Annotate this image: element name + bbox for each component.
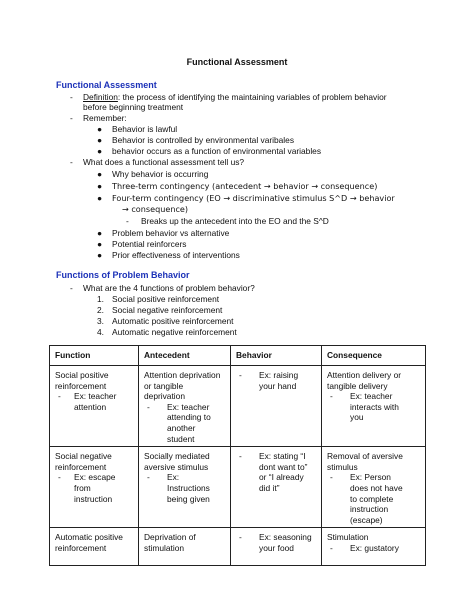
list-item: Social positive reinforcement — [112, 294, 220, 304]
table-row — [50, 447, 426, 528]
cell-line: Ex: gustatory — [350, 542, 399, 553]
cell-line: from — [74, 482, 91, 493]
cell-line: reinforcement — [55, 380, 107, 391]
table-cell — [322, 447, 426, 528]
table-cell — [50, 528, 139, 566]
list-dash: - — [126, 216, 129, 226]
cell-line: stimulation — [144, 542, 185, 553]
list-dash: - — [70, 283, 73, 293]
cell-line: reinforcement — [55, 461, 107, 472]
cell-line: Ex: seasoning — [259, 532, 312, 543]
list-item: Three-term contingency (antecedent → behavior → consequence) — [112, 181, 378, 191]
cell-example — [330, 472, 421, 525]
list-item: Automatic positive reinforcement — [112, 316, 234, 326]
cell-line: Ex: teacher — [167, 401, 210, 412]
section-heading-functional-assessment: Functional Assessment — [56, 80, 157, 90]
cell-line: attending to — [167, 412, 211, 423]
bullet-icon: ● — [97, 181, 103, 191]
cell-line: instruction — [74, 493, 113, 504]
cell-line: did it” — [259, 482, 280, 493]
table-cell — [139, 447, 231, 528]
list-dash: - — [147, 472, 150, 483]
table-header-cell: Function — [50, 346, 139, 366]
cell-line: or tangible — [144, 380, 184, 391]
table-row — [50, 528, 426, 566]
bullet-icon: ● — [97, 250, 103, 260]
cell-example — [58, 472, 134, 504]
cell-line: Social negative — [55, 451, 112, 462]
cell-line: you — [350, 412, 364, 423]
cell-line: your food — [259, 542, 294, 553]
table-cell — [50, 447, 139, 528]
list-dash: - — [58, 472, 61, 483]
list-subitem: Breaks up the antecedent into the EO and the S^D — [141, 216, 329, 226]
list-dash: - — [70, 157, 73, 167]
definition-line — [83, 92, 387, 102]
question-text: What are the 4 functions of problem behavior? — [83, 283, 255, 293]
table-cell — [139, 366, 231, 447]
bullet-icon: ● — [97, 124, 103, 134]
document-title: Functional Assessment — [186, 57, 288, 67]
list-item: Four-term contingency (EO → discriminative stimulus S^D → behavior — [112, 193, 395, 203]
bullet-icon: ● — [97, 239, 103, 249]
list-item: Behavior is lawful — [112, 124, 178, 134]
cell-line: Automatic positive — [55, 532, 123, 543]
list-number: 1. — [97, 294, 104, 304]
list-dash: - — [58, 391, 61, 402]
list-item: Problem behavior vs alternative — [112, 228, 230, 238]
list-item: Social negative reinforcement — [112, 305, 223, 315]
bullet-icon: ● — [97, 135, 103, 145]
cell-line: does not have — [350, 482, 403, 493]
table-header-cell: Antecedent — [139, 346, 231, 366]
cell-line: Attention deprivation — [144, 370, 221, 380]
list-item: Potential reinforcers — [112, 239, 187, 249]
cell-line: Instructions — [167, 482, 210, 493]
cell-line: Attention delivery or — [327, 370, 402, 380]
cell-line: Socially mediated — [144, 451, 210, 462]
cell-line: your hand — [259, 380, 297, 391]
table-row — [50, 366, 426, 447]
table-header-cell: Consequence — [322, 346, 426, 366]
cell-example — [147, 472, 226, 504]
definition-continuation: before beginning treatment — [83, 102, 184, 112]
definition-term: Definition — [83, 92, 118, 102]
cell-line: Deprivation of — [144, 532, 196, 543]
cell-line: aversive stimulus — [144, 461, 209, 472]
bullet-icon: ● — [97, 169, 103, 179]
cell-line: (escape) — [350, 514, 383, 525]
cell-example — [330, 543, 421, 554]
cell-line: Ex: — [167, 472, 180, 483]
section-heading-functions: Functions of Problem Behavior — [56, 270, 190, 280]
list-dash: - — [330, 472, 333, 483]
cell-line: to complete — [350, 493, 394, 504]
cell-example — [239, 370, 317, 391]
list-dash: - — [330, 542, 333, 553]
cell-line: Ex: raising — [259, 370, 299, 380]
cell-line: deprivation — [144, 391, 185, 402]
table-header-cell: Behavior — [231, 346, 322, 366]
list-item: Automatic negative reinforcement — [112, 327, 237, 337]
list-number: 4. — [97, 327, 104, 337]
cell-line: being given — [167, 493, 210, 504]
list-number: 2. — [97, 305, 104, 315]
list-dash: - — [147, 401, 150, 412]
definition-text: : the process of identifying the maintaining variables of problem behavior — [117, 92, 387, 102]
list-dash: - — [239, 370, 242, 380]
bullet-icon: ● — [97, 146, 103, 156]
list-item: Why behavior is occurring — [112, 169, 209, 179]
cell-line: Ex: teacher — [74, 391, 117, 402]
table-header-row — [50, 346, 426, 366]
cell-example — [147, 402, 226, 444]
cell-line: Ex: stating “I — [259, 451, 306, 462]
functions-table — [49, 345, 426, 566]
list-item: Behavior is controlled by environmental varibales — [112, 135, 295, 145]
cell-line: instruction — [350, 504, 389, 515]
list-number: 3. — [97, 316, 104, 326]
cell-line: Stimulation — [327, 532, 369, 543]
cell-line: Ex: escape — [74, 472, 116, 483]
cell-line: Ex: Person — [350, 472, 391, 483]
cell-line: tangible delivery — [327, 380, 388, 391]
cell-example — [239, 532, 317, 553]
list-dash: - — [70, 113, 73, 123]
list-dash: - — [239, 451, 242, 462]
question-text: What does a functional assessment tell us? — [83, 157, 245, 167]
cell-line: reinforcement — [55, 542, 107, 553]
list-item: behavior occurs as a function of environmental variables — [112, 146, 322, 156]
cell-line: student — [167, 433, 195, 444]
table-cell — [50, 366, 139, 447]
remember-label: Remember: — [83, 113, 127, 123]
list-item: Prior effectiveness of interventions — [112, 250, 240, 260]
list-dash: - — [330, 391, 333, 402]
cell-line: interacts with — [350, 401, 399, 412]
table-cell — [231, 447, 322, 528]
cell-line: Removal of aversive — [327, 451, 403, 462]
cell-line: dont want to” — [259, 461, 308, 472]
bullet-icon: ● — [97, 193, 103, 203]
bullet-icon: ● — [97, 228, 103, 238]
table-cell — [231, 528, 322, 566]
cell-example — [239, 451, 317, 493]
cell-example — [58, 391, 134, 412]
cell-line: Ex: teacher — [350, 391, 393, 402]
cell-line: stimulus — [327, 461, 358, 472]
cell-line: another — [167, 422, 196, 433]
table-cell — [322, 366, 426, 447]
cell-line: Social positive — [55, 370, 109, 380]
list-item-continuation: → consequence) — [122, 204, 189, 214]
list-dash: - — [239, 532, 242, 543]
table-cell — [139, 528, 231, 566]
table-cell — [231, 366, 322, 447]
cell-example — [330, 391, 421, 423]
cell-line: or “I already — [259, 472, 304, 483]
table-cell — [322, 528, 426, 566]
list-dash: - — [70, 92, 73, 102]
cell-line: attention — [74, 401, 107, 412]
